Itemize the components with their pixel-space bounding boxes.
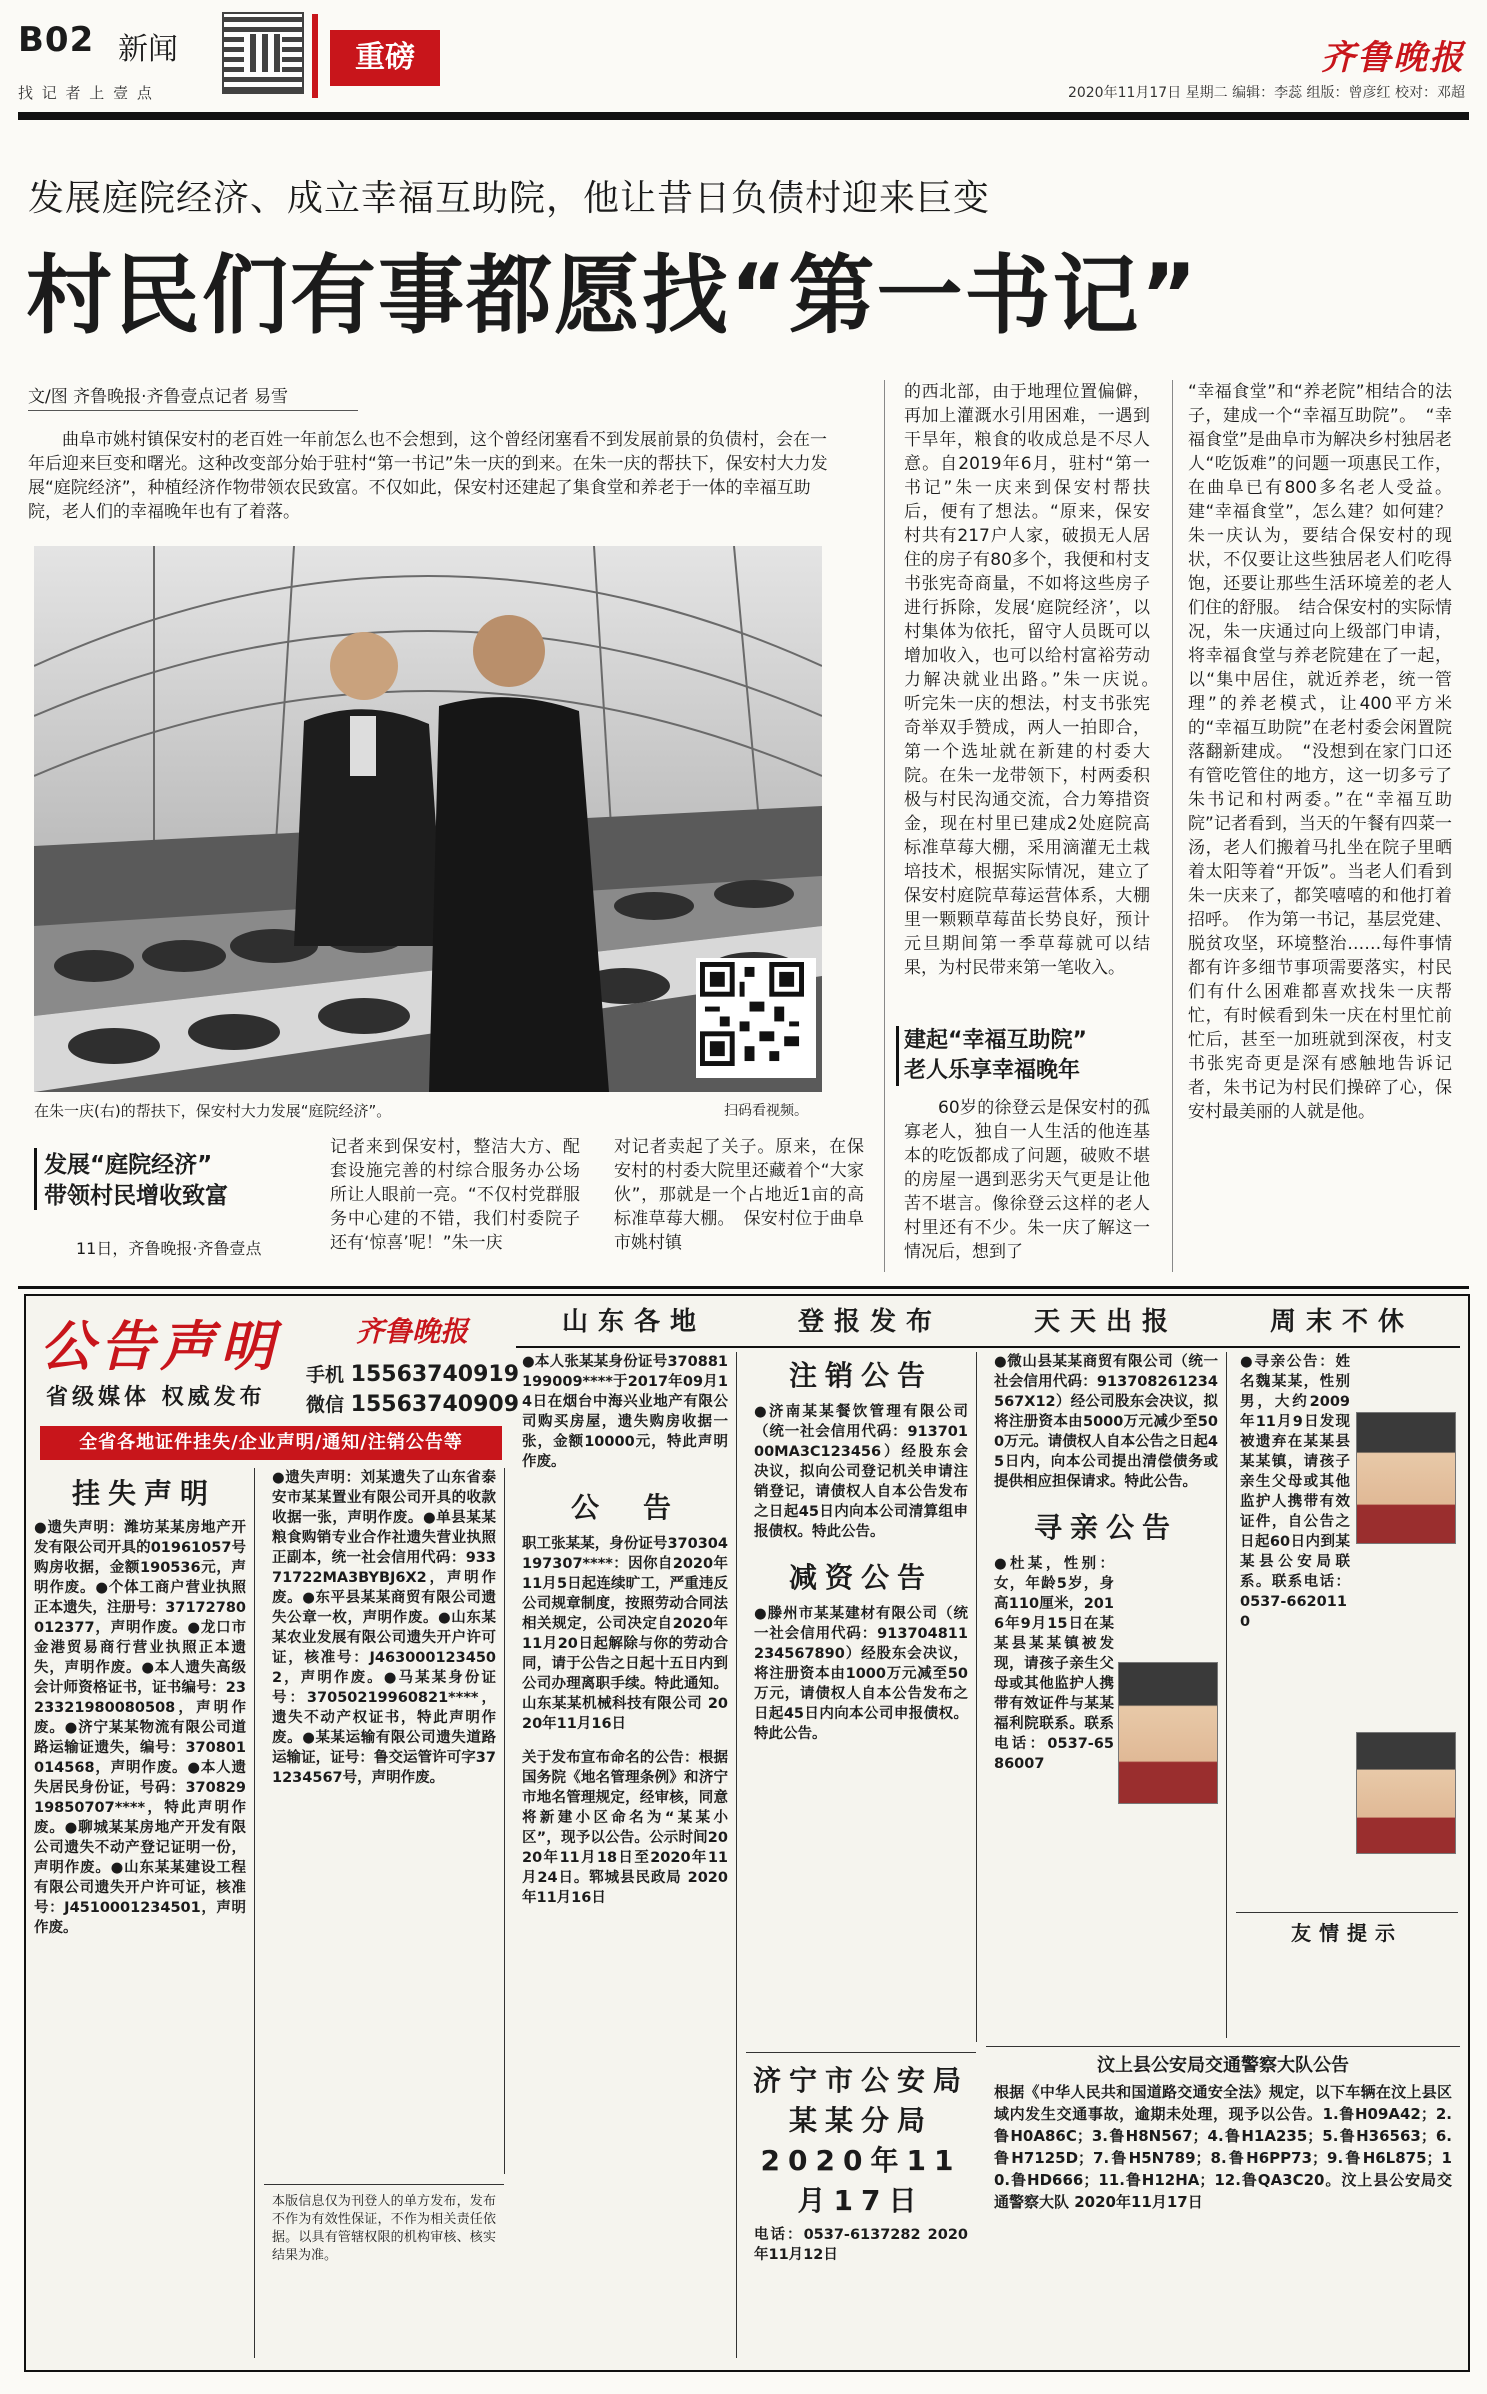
ads-box (264, 2184, 504, 2359)
ads-column (986, 1352, 1227, 2038)
lost-notices: ●遗失声明：刘某遗失了山东省泰安市某某置业有限公司开具的收款收据一张，声明作废。●单县某某粮食购销专业合作社遗失营业执照正副本，统一社会信用代码：93371722MA3BYBJ6X2，声明作废。●东平县某某商贸有限公司遗失公章一枚，声明作废。●山东某某农业发展有限公司遗失开户许可证，核准号：J4630001234502，声明作废。●马某某身份证号：37050219960821****，遗失不动产权证书，特此声明作废。●某某运输有限公司遗失道路运输证，证号：鲁交运管许可字371234567号，声明作废。 (272, 1470, 496, 1786)
banner-item: 天天出报 (1033, 1307, 1178, 1337)
dateline: 11日，齐鲁晚报·齐鲁壹点 (76, 1239, 262, 1258)
header-slogan: 找 记 者 上 壹 点 (18, 84, 154, 102)
tips-heading: 友情提示 (1291, 1921, 1403, 1945)
subheading-line: 建起“幸福互助院” (904, 1028, 1087, 1053)
banner-item: 山东各地 (561, 1307, 706, 1337)
reduce-notice: ●滕州市某某建材有限公司（统一社会信用代码：913704811234567890）经股东会决议，将注册资本由1000万元减至50万元，请债权人自本公告发布之日起45日内向本公司申报债权。特此公告。 (754, 1606, 968, 1742)
banner-item: 周末不休 (1269, 1307, 1414, 1337)
byline-rule (28, 410, 358, 411)
ads-box (746, 2052, 976, 2359)
subheading-line: 发展“庭院经济” (44, 1152, 213, 1178)
classified-ads-section (24, 1294, 1470, 2372)
traffic-heading: 汶上县公安局交通警察大队公告 (1097, 2055, 1349, 2076)
ads-banner (516, 1298, 1460, 1348)
traffic-notice-box (986, 2046, 1460, 2359)
lost-notices: ●遗失声明：潍坊某某房地产开发有限公司开具的01961057号购房收据，金额190536元，声明作废。●个体工商户营业执照正本遗失，注册号：37172780012377，声明作废。●龙口市金港贸易商行营业执照正本遗失，声明作废。●本人遗失高级会计师资格证书，证书编号：2323321980080508，声明作废。●济宁某某物流有限公司道路运输证遗失，编号：370801014568，声明作废。●本人遗失居民身份证，号码：37082919850707****，特此声明作废。●聊城某某房地产开发有限公司遗失不动产登记证明一份，声明作废。●山东某某建设工程有限公司遗失开户许可证，核准号：J4510001234501，声明作废。 (34, 1520, 246, 1936)
subheading-bar (896, 1026, 899, 1086)
subheading-bar (34, 1148, 37, 1210)
traffic-placeholder: 济宁市公安局某某分局 2020年11月17日 (752, 2064, 969, 2217)
column-divider (884, 380, 885, 1272)
cancel-heading: 注销公告 (788, 1359, 933, 1392)
search-notice: ●杜某，性别：女，年龄5岁，身高110厘米，2016年9月15日在某某县某某镇被发现，请孩子亲生父母或其他监护人携带有效证件与某某福利院联系。联系电话：0537-6586007 (994, 1556, 1114, 1772)
traffic-notice: 根据《中华人民共和国道路交通安全法》规定，以下车辆在汶上县区域内发生交通事故，逾期未处理，现予以公告。1.鲁H09A42；2.鲁H0A86C；3.鲁H8N567；4.鲁H1A235；5.鲁H36563；6.鲁H7125D；7.鲁H5N789；8.鲁H6PP73；9.鲁H6L875；10.鲁HD666；11.鲁H12HA；12.鲁QA3C20。汶上县公安局交通警察大队 2020年11月17日 (994, 2083, 1452, 2211)
child-photo (1356, 1732, 1456, 1854)
article-column: “幸福食堂”和“养老院”相结合的法子，建成一个“幸福互助院”。 “幸福食堂”是曲阜市为解决乡村独居老人“吃饭难”的问题一项惠民工作，在曲阜已有800多名老人受益。建“幸福食堂”，怎么建？如何建？朱一庆认为，要结合保安村的现状，不仅要让这些独居老人们吃得饱，还要让那些生活环境差的老人们住的舒服。 结合保安村的实际情况，朱一庆通过向上级部门申请，将幸福食堂与养老院建在了一起，以“集中居住，就近养老，统一管理”的养老模式，让400平方米的“幸福互助院”在老村委会闲置院落翻新建成。 “没想到在家门口还有管吃管住的地方，这一切多亏了朱书记和村两委。”在“幸福互助院”记者看到，当天的午餐有四菜一汤，老人们搬着马扎坐在院子里晒着太阳等着“开饭”。当老人们看到朱一庆来了，都笑嘻嘻的和他打着招呼。 作为第一书记，基层党建、脱贫攻坚，环境整治……每件事情都有许多细节事项需要落实，村民们有什么困难都喜欢找朱一庆帮忙，有时候看到朱一庆在村里忙前忙后，甚至一加班就到深夜，村支书张宪奇更是深有感触地告诉记者，朱书记为村民们操碎了心，保安村最美丽的人就是他。 (1188, 382, 1452, 1122)
search-heading: 寻亲公告 (1033, 1511, 1178, 1544)
ads-footnote: 电话：0537-6137282 2020年11月12日 (754, 2227, 968, 2263)
ads-tagline: 省级媒体 权威发布 (46, 1385, 266, 1410)
qr-caption: 扫码看视频。 (724, 1103, 808, 1119)
header-rule (18, 112, 1469, 120)
subheading-line: 带领村民增收致富 (44, 1183, 228, 1209)
ads-service-strip: 全省各地证件挂失/企业声明/通知/注销公告等 (40, 1426, 502, 1460)
subheading-happiness-home (904, 1026, 1087, 1086)
ads-top-rule (18, 1286, 1469, 1289)
article-column: 60岁的徐登云是保安村的孤寡老人，独自一人生活的他连基本的吃饭都成了问题，破败不堪的房屋一遇到恶劣天气更是让他苦不堪言。像徐登云这样的老人村里还有不少。朱一庆了解这一情况后，想到了 (904, 1098, 1150, 1262)
notice-heading: 公 告 (570, 1491, 679, 1524)
issue-meta: 2020年11月17日 星期二 编辑：李蕊 组版：曾彦红 校对：邓超 (1067, 85, 1465, 101)
dismissal-notice: 职工张某某，身份证号370304197307****：因你自2020年11月5日起连续旷工，严重违反公司规章制度，按照劳动合同法相关规定，公司决定自2020年11月20日起解除与你的劳动合同，请于公告之日起十五日内到公司办理离职手续。特此通知。山东某某机械科技有限公司 2020年11月16日 (522, 1536, 728, 1732)
article-subtitle: 发展庭院经济、成立幸福互助院，他让昔日负债村迎来巨变 (28, 178, 991, 219)
ads-column (34, 1468, 255, 2358)
badge-accent-bar (312, 14, 318, 98)
ads-column (1236, 1352, 1458, 2038)
article-column: 记者来到保安村，整洁大方、配套设施完善的村综合服务办公场所让人眼前一亮。“不仅村党群服务中心建的不错，我们村委院子还有‘惊喜’呢！”朱一庆 (330, 1137, 580, 1253)
id-lost-notice: ●本人张某某身份证号370881199009****于2017年09月14日在烟台中海兴业地产有限公司购买房屋，遗失购房收据一张，金额10000元，特此声明作废。 (522, 1354, 728, 1470)
ads-title: 公告声明 (40, 1314, 280, 1378)
section-name: 新闻 (118, 32, 178, 67)
column-divider (1172, 380, 1173, 1272)
ads-column (264, 1468, 505, 2174)
ads-logo: 齐鲁晚报 (356, 1315, 469, 1348)
article-column: 的西北部，由于地理位置偏僻，再加上灌溉水引用困难，一遇到干旱年，粮食的收成总是不尽人意。自2019年6月，驻村“第一书记”朱一庆来到保安村帮扶后，便有了想法。“原来，保安村共有217户人家，破损无人居住的房子有80多个，我便和村支书张宪奇商量，不如将这些房子进行拆除，发展‘庭院经济’，以村集体为依托，留守人员既可以增加收入，也可以给村富裕劳动力解决就业出路。”朱一庆说。 听完朱一庆的想法，村支书张宪奇举双手赞成，两人一拍即合，第一个选址就在新建的村委大院。在朱一龙带领下，村两委积极与村民沟通交流，合力筹措资金，现在村里已建成2处庭院高标准草莓大棚，采用滴灌无土栽培技术，根据实际情况，建立了保安村庭院草莓运营体系，大棚里一颗颗草莓苗长势良好，预计元旦期间第一季草莓就可以结果，为村民带来第一笔收入。 (904, 382, 1167, 978)
wechat-label: 微信 (306, 1394, 345, 1416)
child-photo (1356, 1412, 1456, 1544)
company-notice: ●微山县某某商贸有限公司（统一社会信用代码：913708261234567X12）经公司股东会决议，拟将注册资本由5000万元减少至500万元。请债权人自本公告之日起45日内，向本公司提出清偿债务或提供相应担保请求。特此公告。 (994, 1354, 1218, 1490)
article-column: 对记者卖起了关子。原来，在保安村的村委大院里还藏着个“大家伙”，那就是一个占地近1亩的高标准草莓大棚。 保安村位于曲阜市姚村镇 (614, 1137, 864, 1253)
phone-number[interactable]: 15563740919 (350, 1362, 520, 1387)
banner-item: 登报发布 (797, 1307, 942, 1337)
ads-contact (306, 1360, 519, 1420)
article-byline: 文/图 齐鲁晚报·齐鲁壹点记者 易雪 (28, 387, 288, 407)
reduce-heading: 减资公告 (788, 1561, 933, 1594)
tips-box (1236, 1912, 1458, 1950)
section-badge: 重磅 (330, 30, 440, 86)
wechat-number[interactable]: 15563740909 (350, 1392, 520, 1417)
video-qr-code[interactable] (696, 958, 816, 1078)
article-lead: 曲阜市姚村镇保安村的老百姓一年前怎么也不会想到，这个曾经闭塞看不到发展前景的负债村，会在一年后迎来巨变和曙光。这种改变部分始于驻村“第一书记”朱一庆的到来。在朱一庆的帮扶下，保安村大力发展“庭院经济”，种植经济作物带领农民致富。不仅如此，保安村还建起了集食堂和养老于一体的幸福互助院，老人们的幸福晚年也有了着落。 (28, 430, 828, 522)
photo-caption: 在朱一庆(右)的帮扶下，保安村大力发展“庭院经济”。 (34, 1102, 392, 1120)
ads-footnote: 本版信息仅为刊登人的单方发布，发布不作为有效性保证，不作为相关责任依据。以具有管辖权限的机构审核、核实结果为准。 (272, 2194, 496, 2263)
subheading-line: 老人乐享幸福晚年 (904, 1058, 1081, 1083)
page-number: B02 (18, 20, 95, 60)
child-photo (1118, 1662, 1218, 1804)
cancel-notice: ●济南某某餐饮管理有限公司（统一社会信用代码：91370100MA3C123456）经股东会决议，拟向公司登记机关申请注销登记，请债权人自本公告发布之日起45日内向本公司清算组申报债权。特此公告。 (754, 1404, 968, 1540)
subheading-garden-economy (44, 1150, 228, 1212)
ads-column (514, 1352, 737, 2358)
article-headline: 村民们有事都愿找“第一书记” (26, 246, 1200, 346)
ads-column (746, 1352, 977, 2042)
lost-heading: 挂失声明 (71, 1477, 216, 1510)
qr-code-icon[interactable] (222, 12, 304, 94)
phone-label: 手机 (306, 1364, 345, 1386)
search-notice: ●寻亲公告：姓名魏某某，性别男，大约2009年11月9日发现被遗弃在某某县某某镇，请孩子亲生父母或其他监护人携带有效证件，自公告之日起60日内到某某县公安局联系。联系电话：0537-6620110 (1240, 1354, 1350, 1630)
naming-notice: 关于发布宣布命名的公告：根据国务院《地名管理条例》和济宁市地名管理规定，经审核，同意将新建小区命名为“某某小区”，现予以公告。公示时间2020年11月18日至2020年11月24日。郓城县民政局 2020年11月16日 (522, 1750, 728, 1906)
newspaper-logo: 齐鲁晚报 (1321, 38, 1465, 78)
